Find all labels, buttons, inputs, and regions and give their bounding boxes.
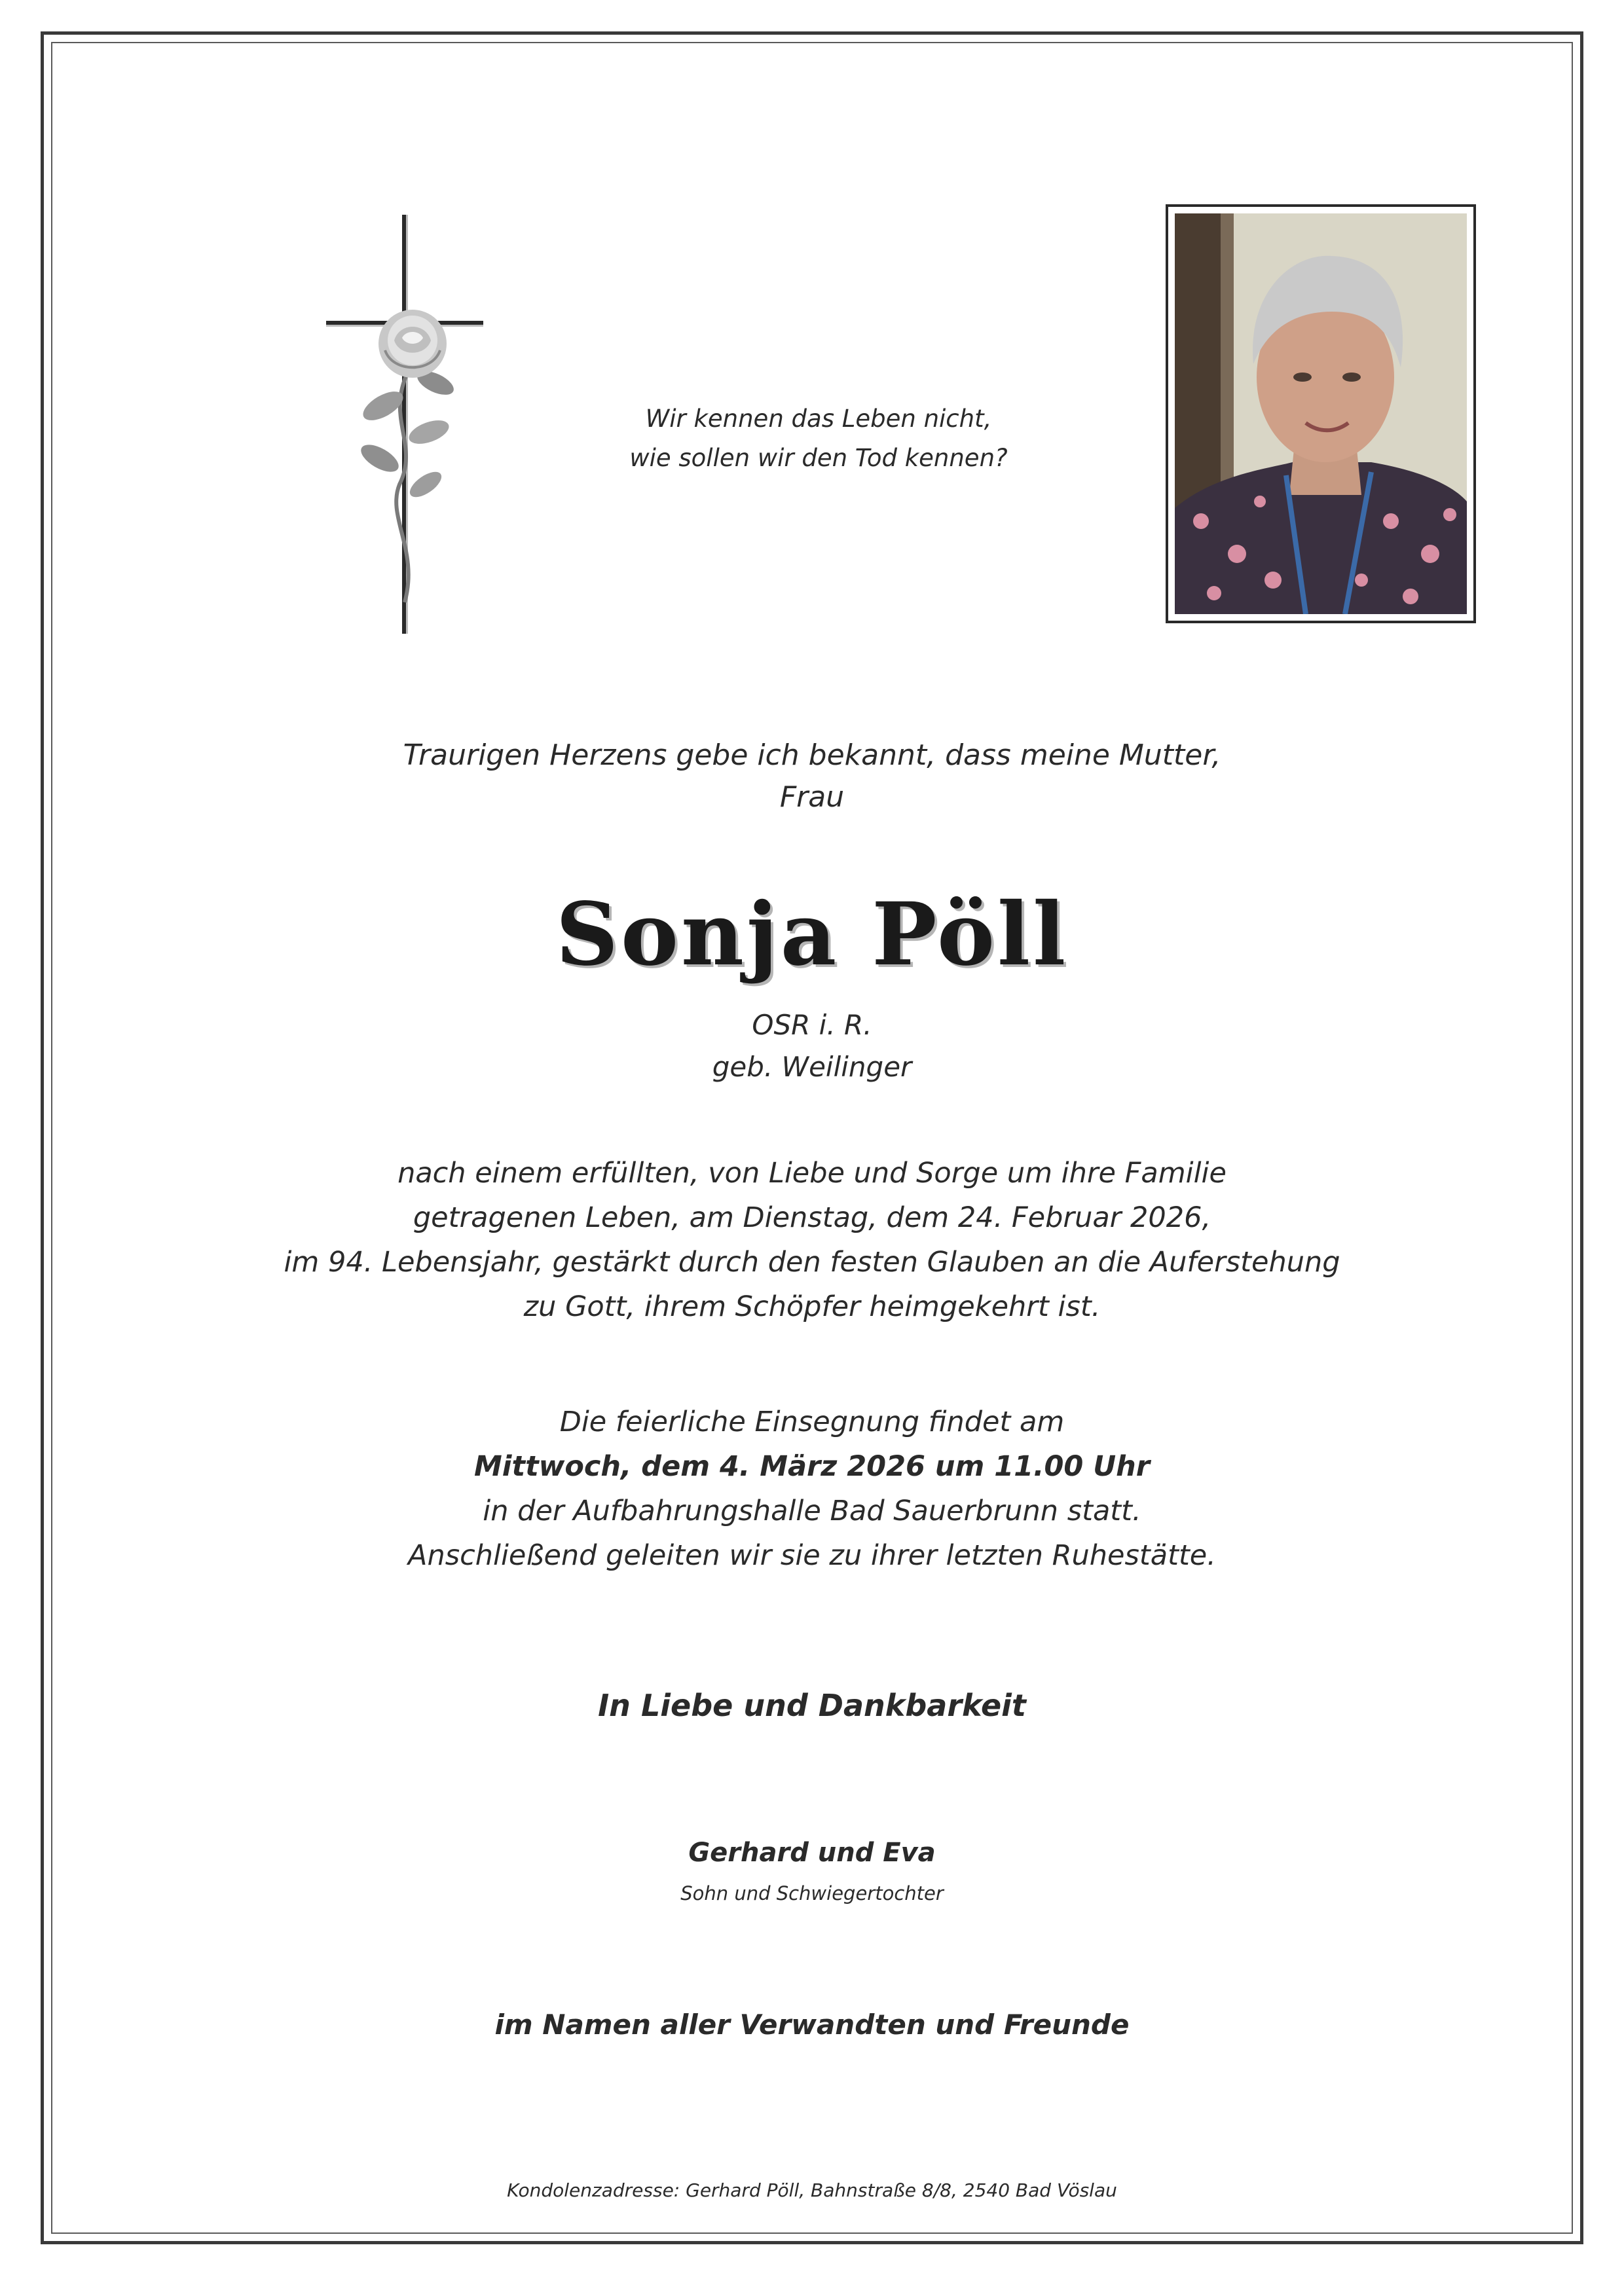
announcement-body	[196, 1151, 1428, 1329]
academic-title: OSR i. R.	[752, 1009, 872, 1041]
body-line-2: getragenen Leben, am Dienstag, dem 24. Februar 2026,	[413, 1201, 1211, 1234]
body-line-4: zu Gott, ihrem Schöpfer heimgekehrt ist.	[523, 1290, 1101, 1323]
mourners-names: Gerhard und Eva	[688, 1838, 936, 1868]
closing-thanks: In Liebe und Dankbarkeit	[598, 1688, 1026, 1723]
body-line-3: im 94. Lebensjahr, gestärkt durch den festen Glauben an die Auferstehung	[284, 1246, 1340, 1279]
body-line-1: nach einem erfüllten, von Liebe und Sorge um ihre Familie	[397, 1157, 1227, 1190]
deceased-details	[196, 1004, 1428, 1088]
portrait-photo	[1166, 204, 1476, 623]
condolence-address: Kondolenzadresse: Gerhard Pöll, Bahnstraße 8/8, 2540 Bad Vöslau	[507, 2179, 1117, 2201]
mourners-role: Sohn und Schwiegertochter	[680, 1882, 944, 1904]
ceremony-line-1: Die feierliche Einsegnung findet am	[559, 1406, 1065, 1438]
motto	[524, 399, 1113, 478]
birth-name: geb. Weilinger	[712, 1051, 912, 1083]
ceremony-datetime: Mittwoch, dem 4. März 2026 um 11.00 Uhr	[473, 1450, 1151, 1483]
deceased-name: Sonja Pöll	[555, 884, 1069, 985]
relatives-line: im Namen aller Verwandten und Freunde	[494, 2009, 1130, 2041]
motto-line-1: Wir kennen das Leben nicht,	[645, 405, 992, 433]
motto-line-2: wie sollen wir den Tod kennen?	[629, 444, 1008, 472]
cross-with-rose-icon	[321, 210, 491, 635]
ceremony-burial: Anschließend geleiten wir sie zu ihrer letzten Ruhestätte.	[408, 1539, 1216, 1572]
intro-line-1: Traurigen Herzens gebe ich bekannt, dass meine Mutter,	[403, 738, 1221, 772]
ceremony-location: in der Aufbahrungshalle Bad Sauerbrunn statt.	[483, 1495, 1141, 1527]
ceremony-info	[196, 1400, 1428, 1578]
announcement-intro	[196, 735, 1428, 818]
intro-line-2: Frau	[779, 780, 845, 814]
